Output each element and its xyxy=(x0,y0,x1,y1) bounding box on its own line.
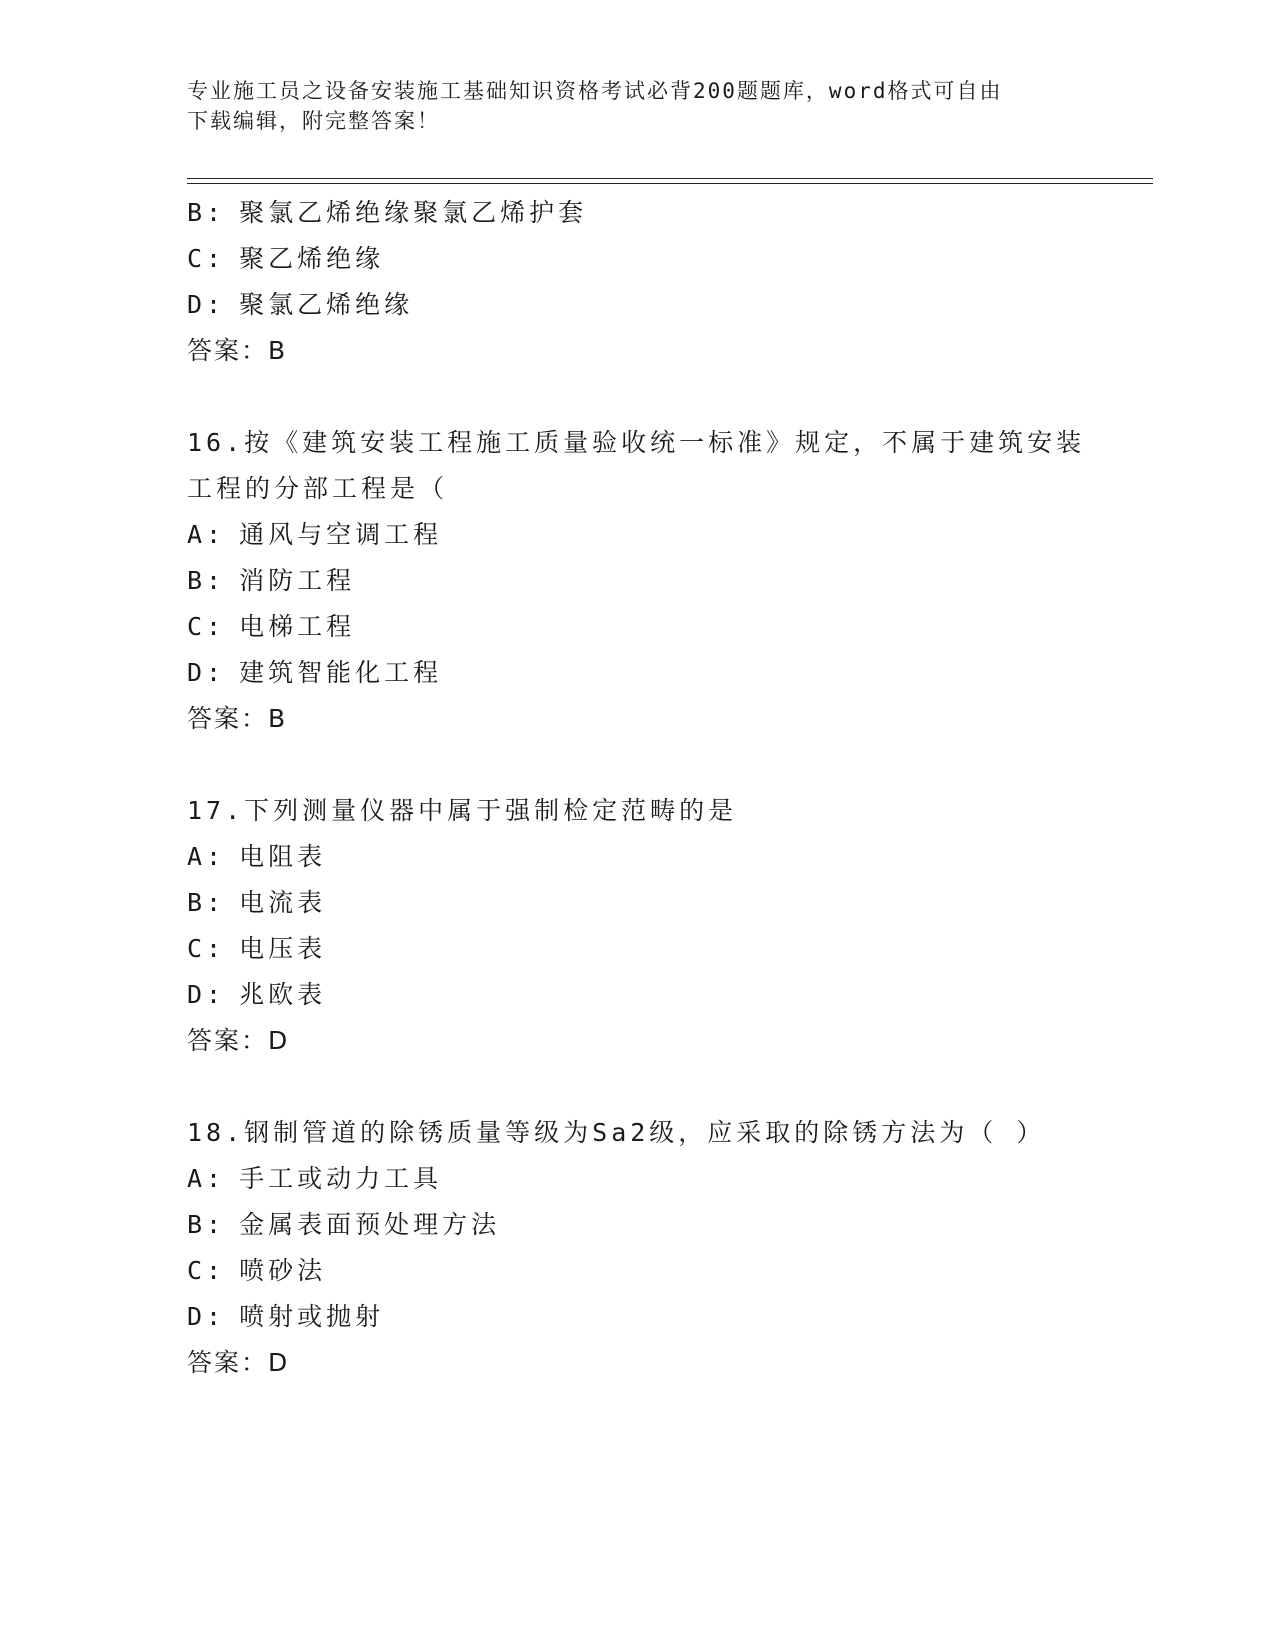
header-divider-top xyxy=(187,178,1153,179)
option-d xyxy=(187,650,1087,696)
option-text: 通风与空调工程 xyxy=(239,520,443,549)
option-b xyxy=(187,558,1087,604)
option-label: A: xyxy=(187,520,226,549)
header-line-2: 下载编辑，附完整答案！ xyxy=(187,109,440,133)
option-label: D: xyxy=(187,658,226,687)
option-c xyxy=(187,236,1087,282)
header-divider-bottom xyxy=(187,183,1153,184)
question-17 xyxy=(187,788,1087,1064)
option-d xyxy=(187,1294,1087,1340)
option-text: 聚氯乙烯绝缘 xyxy=(239,290,414,319)
option-b xyxy=(187,1202,1087,1248)
option-text: 喷砂法 xyxy=(239,1256,327,1285)
option-a xyxy=(187,512,1087,558)
question-18 xyxy=(187,1110,1087,1386)
option-text: 喷射或抛射 xyxy=(239,1302,385,1331)
question-stem-line-2: 工程的分部工程是（ xyxy=(187,474,449,503)
question-stem-line-1: 18.钢制管道的除锈质量等级为Sa2级，应采取的除锈方法为（ ） xyxy=(187,1118,1046,1147)
document-header xyxy=(187,76,1067,136)
option-label: B: xyxy=(187,1210,226,1239)
option-a xyxy=(187,834,1087,880)
question-stem-line-1: 16.按《建筑安装工程施工质量验收统一标准》规定，不属于建筑安装 xyxy=(187,428,1086,457)
question-list xyxy=(187,190,1087,1386)
option-a xyxy=(187,1156,1087,1202)
option-d xyxy=(187,282,1087,328)
option-label: B: xyxy=(187,566,226,595)
option-text: 电梯工程 xyxy=(239,612,356,641)
option-b xyxy=(187,880,1087,926)
option-c xyxy=(187,926,1087,972)
answer: 答案：D xyxy=(187,1026,290,1055)
header-line-1: 专业施工员之设备安装施工基础知识资格考试必背200题题库，word格式可自由 xyxy=(187,79,1003,103)
option-c xyxy=(187,604,1087,650)
question-15 xyxy=(187,190,1087,374)
spacer xyxy=(187,374,1087,420)
option-text: 兆欧表 xyxy=(239,980,327,1009)
option-text: 电压表 xyxy=(239,934,327,963)
option-label: D: xyxy=(187,1302,226,1331)
option-text: 聚氯乙烯绝缘聚氯乙烯护套 xyxy=(239,198,588,227)
option-text: 手工或动力工具 xyxy=(239,1164,443,1193)
answer: 答案：D xyxy=(187,1348,290,1377)
option-label: A: xyxy=(187,1164,226,1193)
option-label: C: xyxy=(187,1256,226,1285)
spacer xyxy=(187,1064,1087,1110)
question-16 xyxy=(187,420,1087,742)
option-label: B: xyxy=(187,888,226,917)
option-text: 消防工程 xyxy=(239,566,356,595)
option-d xyxy=(187,972,1087,1018)
option-label: C: xyxy=(187,244,226,273)
option-label: A: xyxy=(187,842,226,871)
spacer xyxy=(187,742,1087,788)
answer: 答案：B xyxy=(187,336,288,365)
answer: 答案：B xyxy=(187,704,288,733)
option-text: 金属表面预处理方法 xyxy=(239,1210,501,1239)
option-b xyxy=(187,190,1087,236)
option-c xyxy=(187,1248,1087,1294)
option-label: B: xyxy=(187,198,226,227)
option-text: 电阻表 xyxy=(239,842,327,871)
option-label: D: xyxy=(187,290,226,319)
option-label: D: xyxy=(187,980,226,1009)
option-label: C: xyxy=(187,612,226,641)
option-label: C: xyxy=(187,934,226,963)
option-text: 电流表 xyxy=(239,888,327,917)
option-text: 建筑智能化工程 xyxy=(239,658,443,687)
option-text: 聚乙烯绝缘 xyxy=(239,244,385,273)
question-stem-line-1: 17.下列测量仪器中属于强制检定范畴的是 xyxy=(187,796,738,825)
